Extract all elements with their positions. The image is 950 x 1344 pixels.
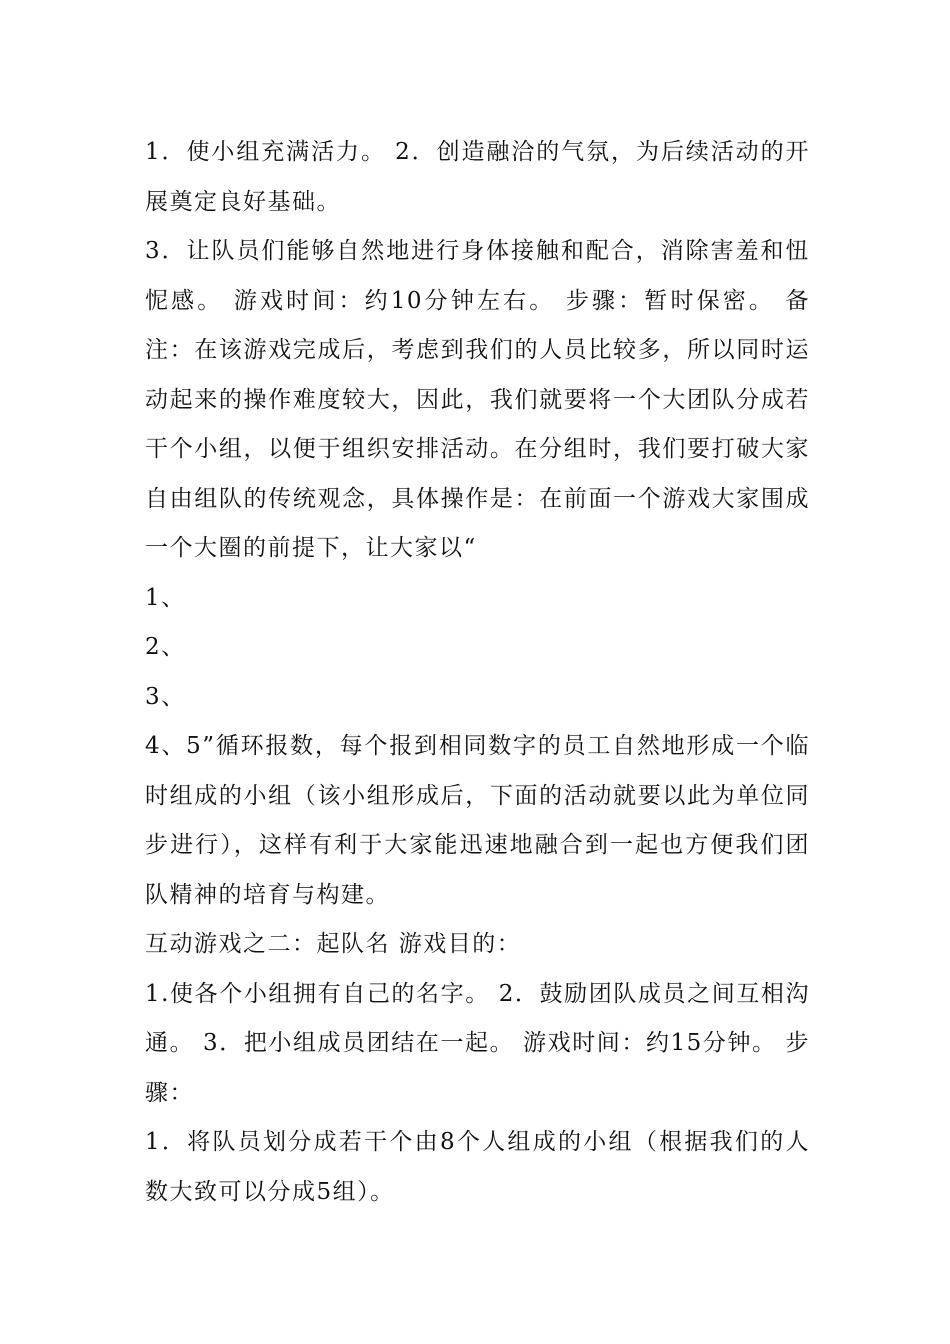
- document-body: [145, 128, 810, 1217]
- paragraph-game-two-step-1: 1．将队员划分成若干个由8个人组成的小组（根据我们的人数大致可以分成5组）。: [145, 1129, 810, 1205]
- paragraph-count-4-5: 4、5”循环报数，每个报到相同数字的员工自然地形成一个临时组成的小组（该小组形成后，下面的活动就要以此为单位同步进行），这样有利于大家能迅速地融合到一起也方便我们团队精神的培育与构建。: [145, 733, 810, 908]
- paragraph-goal-3-and-notes: 3．让队员们能够自然地进行身体接触和配合，消除害羞和忸怩感。 游戏时间：约10分钟左右。 步骤：暂时保密。 备注：在该游戏完成后，考虑到我们的人员比较多，所以同时运动起来的操作难度较大，因此，我们就要将一个大团队分成若干个小组，以便于组织安排活动。在分组时，我们要打破大家自由组队的传统观念，具体操作是：在前面一个游戏大家围成一个大圈的前提下，让大家以“: [145, 238, 810, 561]
- paragraph-game-two-heading: 互动游戏之二：起队名 游戏目的：: [145, 931, 522, 957]
- paragraph-game-two-goals: 1.使各个小组拥有自己的名字。 2．鼓励团队成员之间互相沟通。 3．把小组成员团结在一起。 游戏时间：约15分钟。 步骤：: [145, 980, 810, 1106]
- paragraph-count-2: 2、: [145, 634, 186, 660]
- paragraph-count-1: 1、: [145, 584, 186, 611]
- paragraph-goals-1: 1．使小组充满活力。 2．创造融洽的气氛，为后续活动的开展奠定良好基础。: [145, 139, 810, 215]
- paragraph-count-3: 3、: [145, 683, 186, 710]
